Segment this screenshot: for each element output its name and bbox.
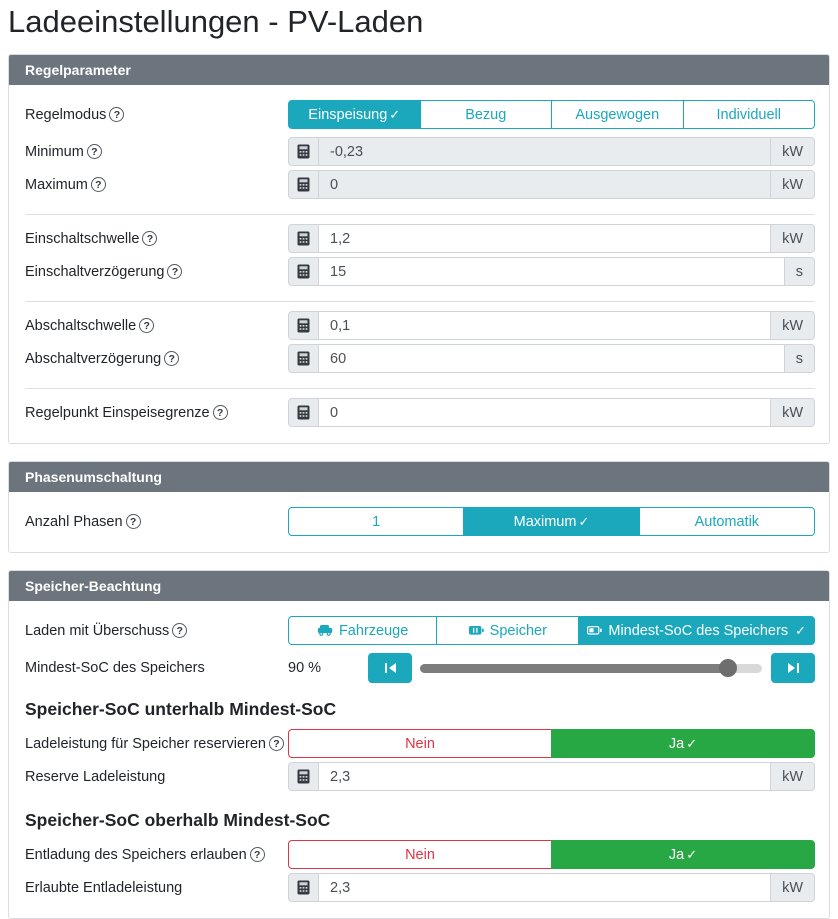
- row-reserve-ladeleistung: [25, 762, 815, 791]
- reservieren-label: Ladeleistung für Speicher reservieren: [25, 735, 266, 752]
- erlaubte-entladeleistung-label: Erlaubte Entladeleistung: [25, 879, 183, 896]
- regelmodus-button-group: [288, 100, 815, 129]
- check-icon: ✓: [686, 735, 698, 751]
- panel-regelparameter: [8, 54, 830, 444]
- help-icon[interactable]: ?: [109, 107, 124, 122]
- reserve-ladeleistung-label: Reserve Ladeleistung: [25, 768, 166, 785]
- abschaltverzoegerung-unit: s: [784, 344, 815, 373]
- row-entladung-erlauben: [25, 840, 815, 869]
- help-icon[interactable]: ?: [250, 847, 265, 862]
- help-icon[interactable]: ?: [91, 177, 106, 192]
- calculator-icon[interactable]: [288, 398, 319, 427]
- row-laden-mit-ueberschuss: [25, 616, 815, 645]
- calculator-icon[interactable]: [288, 257, 319, 286]
- check-icon: ✓: [795, 622, 806, 638]
- min-soc-slider-track[interactable]: [420, 664, 762, 673]
- row-maximum: [25, 170, 815, 199]
- calculator-icon[interactable]: [288, 311, 319, 340]
- reservieren-option-ja[interactable]: Ja ✓: [551, 729, 815, 758]
- help-icon[interactable]: ?: [139, 318, 154, 333]
- row-reservieren: [25, 729, 815, 758]
- maximum-label: Maximum: [25, 176, 88, 193]
- erlaubte-entladeleistung-unit: kW: [770, 873, 815, 902]
- row-erlaubte-entladeleistung: [25, 873, 815, 902]
- help-icon[interactable]: ?: [213, 405, 228, 420]
- reserve-ladeleistung-unit: kW: [770, 762, 815, 791]
- regelpunkt-input[interactable]: [318, 398, 771, 427]
- regelmodus-option-bezug[interactable]: Bezug: [420, 100, 553, 129]
- car-icon: [317, 624, 333, 637]
- check-icon: ✓: [686, 846, 698, 862]
- ueberschuss-label: Laden mit Überschuss: [25, 622, 170, 639]
- minimum-label: Minimum: [25, 143, 84, 160]
- row-regelpunkt: [25, 398, 815, 427]
- divider: [25, 301, 815, 302]
- skip-to-end-icon[interactable]: [771, 653, 815, 683]
- battery-half-icon: [587, 625, 602, 636]
- panel-phasenumschaltung-header: Phasenumschaltung: [9, 462, 829, 492]
- regelmodus-option-einspeisung[interactable]: Einspeisung ✓: [288, 100, 421, 129]
- anzahl-phasen-label: Anzahl Phasen: [25, 513, 123, 530]
- einschaltschwelle-unit: kW: [770, 224, 815, 253]
- row-regelmodus: [25, 100, 815, 129]
- calculator-icon[interactable]: [288, 344, 319, 373]
- regelmodus-option-ausgewogen[interactable]: Ausgewogen: [551, 100, 684, 129]
- abschaltverzoegerung-label: Abschaltverzögerung: [25, 350, 162, 367]
- min-soc-slider-thumb[interactable]: [719, 659, 737, 677]
- page-title: Ladeeinstellungen - PV-Laden: [8, 4, 424, 39]
- abschaltschwelle-label: Abschaltschwelle: [25, 317, 137, 334]
- mindest-soc-label: Mindest-SoC des Speichers: [25, 660, 205, 676]
- minimum-input[interactable]: [318, 137, 771, 166]
- heading-soc-oberhalb: Speicher-SoC oberhalb Mindest-SoC: [25, 810, 331, 830]
- calculator-icon[interactable]: [288, 873, 319, 902]
- calculator-icon[interactable]: [288, 137, 319, 166]
- regelmodus-option-individuell[interactable]: Individuell: [683, 100, 816, 129]
- einschaltschwelle-label: Einschaltschwelle: [25, 230, 140, 247]
- calculator-icon[interactable]: [288, 224, 319, 253]
- phasen-option-automatik[interactable]: Automatik: [639, 507, 815, 536]
- abschaltschwelle-input[interactable]: [318, 311, 771, 340]
- help-icon[interactable]: ?: [172, 623, 187, 638]
- maximum-unit: kW: [770, 170, 815, 199]
- erlaubte-entladeleistung-input[interactable]: [318, 873, 771, 902]
- skip-to-start-icon[interactable]: [368, 653, 412, 683]
- reservieren-option-nein[interactable]: Nein: [288, 729, 552, 758]
- help-icon[interactable]: ?: [164, 351, 179, 366]
- reservieren-button-group: [288, 729, 815, 758]
- check-icon: ✓: [389, 106, 401, 122]
- entladung-erlauben-label: Entladung des Speichers erlauben: [25, 846, 247, 863]
- panel-phasenumschaltung: [8, 461, 830, 553]
- check-icon: ✓: [578, 513, 590, 529]
- min-soc-slider-fill: [420, 664, 728, 673]
- help-icon[interactable]: ?: [126, 514, 141, 529]
- phasen-option-maximum[interactable]: Maximum ✓: [463, 507, 639, 536]
- anzahl-phasen-button-group: [288, 507, 815, 536]
- divider: [25, 388, 815, 389]
- maximum-input[interactable]: [318, 170, 771, 199]
- abschaltschwelle-unit: kW: [770, 311, 815, 340]
- reserve-ladeleistung-input[interactable]: [318, 762, 771, 791]
- entladung-option-ja[interactable]: Ja ✓: [551, 840, 815, 869]
- row-einschaltverzoegerung: [25, 257, 815, 286]
- help-icon[interactable]: ?: [167, 264, 182, 279]
- entladung-button-group: [288, 840, 815, 869]
- ueberschuss-option-mindest-soc[interactable]: Mindest-SoC des Speichers ✓: [578, 616, 815, 645]
- row-mindest-soc: [25, 653, 815, 683]
- panel-speicher-header: Speicher-Beachtung: [9, 571, 829, 601]
- row-minimum: [25, 137, 815, 166]
- panel-regelparameter-header: Regelparameter: [9, 55, 829, 85]
- regelpunkt-unit: kW: [770, 398, 815, 427]
- row-abschaltverzoegerung: [25, 344, 815, 373]
- help-icon[interactable]: ?: [269, 736, 284, 751]
- battery-icon: [469, 625, 484, 636]
- row-abschaltschwelle: [25, 311, 815, 340]
- regelmodus-label: Regelmodus: [25, 106, 107, 123]
- ueberschuss-option-speicher[interactable]: Speicher: [436, 616, 579, 645]
- row-einschaltschwelle: [25, 224, 815, 253]
- ueberschuss-button-group: [288, 616, 815, 645]
- help-icon[interactable]: ?: [87, 144, 102, 159]
- einschaltverzoegerung-input[interactable]: [318, 257, 785, 286]
- mindest-soc-value: 90 %: [288, 660, 322, 676]
- calculator-icon[interactable]: [288, 170, 319, 199]
- einschaltverzoegerung-label: Einschaltverzögerung: [25, 263, 165, 280]
- phasen-option-1[interactable]: 1: [288, 507, 464, 536]
- abschaltverzoegerung-input[interactable]: [318, 344, 785, 373]
- minimum-unit: kW: [770, 137, 815, 166]
- einschaltverzoegerung-unit: s: [784, 257, 815, 286]
- help-icon[interactable]: ?: [142, 231, 157, 246]
- einschaltschwelle-input[interactable]: [318, 224, 771, 253]
- divider: [25, 214, 815, 215]
- calculator-icon[interactable]: [288, 762, 319, 791]
- entladung-option-nein[interactable]: Nein: [288, 840, 552, 869]
- panel-speicher-beachtung: [8, 570, 830, 919]
- min-soc-slider[interactable]: [420, 664, 762, 673]
- ueberschuss-option-fahrzeuge[interactable]: Fahrzeuge: [288, 616, 437, 645]
- row-anzahl-phasen: [25, 507, 815, 536]
- heading-soc-unterhalb: Speicher-SoC unterhalb Mindest-SoC: [25, 699, 337, 719]
- regelpunkt-label: Regelpunkt Einspeisegrenze: [25, 404, 210, 421]
